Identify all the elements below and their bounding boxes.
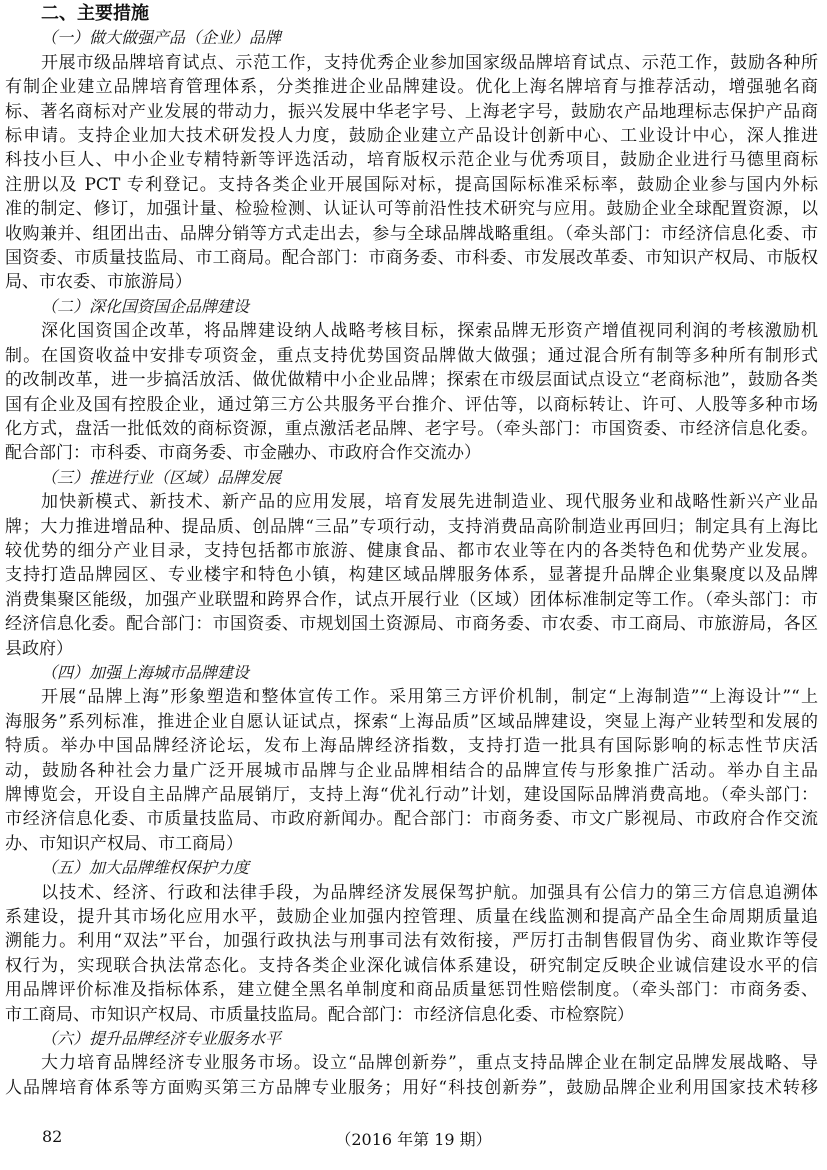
paragraph-line: 溯能力。利用“双法”平台，加强行政执法与刑事司法有效衔接，严厉打击制售假冒伪劣、商业欺诈等侵 bbox=[5, 931, 818, 952]
paragraph-line: 局、市农委、市旅游局） bbox=[5, 272, 192, 293]
paragraph-line: 特质。举办中国品牌经济论坛，发布上海品牌经济指数，支持打造一批具有国际影响的标志性节庆活 bbox=[5, 736, 818, 757]
paragraph-line: 科技小巨人、中小企业专精特新等评选活动，培育版权示范企业与优秀项目，鼓励企业进行马德里商标 bbox=[5, 150, 818, 171]
paragraph-line: 标申请。支持企业加大技术研发投人力度，鼓励企业建立产品设计创新中心、工业设计中心，深人推进 bbox=[5, 126, 818, 147]
paragraph-line: 有制企业建立品牌培育管理体系，分类推进企业品牌建设。优化上海名牌培育与推荐活动，增强驰名商 bbox=[5, 77, 818, 98]
subsection-title: （三）推进行业（区域）品牌发展 bbox=[41, 467, 282, 487]
page-number: 82 bbox=[42, 1127, 63, 1146]
subsection-title: （五）加大品牌维权保护力度 bbox=[41, 858, 250, 878]
paragraph-line: 办、市知识产权局、市工商局） bbox=[5, 833, 243, 854]
subsection-title: （一）做大做强产品（企业）品牌 bbox=[41, 28, 282, 48]
paragraph-line: 牌博览会，开设自主品牌产品展销厅，支持上海“优礼行动”计划，建设国际品牌消费高地。（牵头部门： bbox=[5, 785, 818, 805]
paragraph-line: 开展市级品牌培育试点、示范工作，支持优秀企业参加国家级品牌培育试点、示范工作，鼓励各种所 bbox=[41, 52, 818, 73]
paragraph-line: 开展“品牌上海”形象塑造和整体宣传工作。采用第三方评价机制，制定“上海制造”“上海设计”“上 bbox=[41, 687, 818, 708]
paragraph-line: 牌；大力推进增品种、提品质、创品牌“三品”专项行动，支持消费品高阶制造业再回归；制定具有上海比 bbox=[5, 516, 818, 537]
subsection-title: （六）提升品牌经济专业服务水平 bbox=[41, 1029, 282, 1049]
subsection-title: （四）加强上海城市品牌建设 bbox=[41, 662, 250, 682]
paragraph-line: 经济信息化委。配合部门：市国资委、市规划国土资源局、市商务委、市农委、市工商局、市旅游局，各区 bbox=[5, 614, 818, 635]
paragraph-line: 权行为，实现联合执法常态化。支持各类企业深化诚信体系建设，研究制定反映企业诚信建设水平的信 bbox=[5, 955, 818, 976]
paragraph-line: 大力培育品牌经济专业服务市场。设立“品牌创新券”，重点支持品牌企业在制定品牌发展战略、导 bbox=[41, 1053, 818, 1074]
paragraph-line: 加快新模式、新技术、新产品的应用发展，培育发展先进制造业、现代服务业和战略性新兴产业品 bbox=[41, 492, 818, 513]
paragraph-line: 收购兼并、组团出击、品牌分销等方式走出去，参与全球品牌战略重组。（牵头部门：市经济信息化委、市 bbox=[5, 223, 818, 244]
issue-label: （2016 年第 19 期） bbox=[335, 1130, 492, 1149]
paragraph-line: 配合部门：市科委、市商务委、市金融办、市政府合作交流办） bbox=[5, 443, 481, 464]
paragraph-line: 县政府） bbox=[5, 638, 73, 659]
paragraph-line: 较优势的细分产业目录，支持包括都市旅游、健康食品、都市农业等在内的各类特色和优势产业发展。 bbox=[5, 540, 818, 561]
paragraph-line: 消费集聚区能级，加强产业联盟和跨界合作，试点开展行业（区域）团体标准制定等工作。（牵头部门：市 bbox=[5, 589, 818, 610]
document-body bbox=[5, 2, 818, 1100]
subsection-title: （二）深化国资国企品牌建设 bbox=[41, 296, 250, 316]
section-heading: 二、主要措施 bbox=[41, 3, 149, 24]
paragraph-line: 人品牌培育体系等方面购买第三方品牌专业服务；用好“科技创新券”，鼓励品牌企业利用国家技术转移 bbox=[5, 1077, 818, 1098]
paragraph-line: 动，鼓励各种社会力量广泛开展城市品牌与企业品牌相结合的品牌宣传与形象推广活动。举办自主品 bbox=[5, 760, 818, 781]
paragraph-line: 市工商局、市知识产权局、市质量技监局。配合部门：市经济信息化委、市检察院） bbox=[5, 1004, 634, 1025]
paragraph-line: 化方式，盘活一批低效的商标资源，重点激活老品牌、老字号。（牵头部门：市国资委、市经济信息化委。 bbox=[5, 418, 818, 439]
paragraph-line: 标、著名商标对产业发展的带动力，振兴发展中华老字号、上海老字号，鼓励农产品地理标志保护产品商 bbox=[5, 101, 818, 122]
paragraph-line: 深化国资国企改革，将品牌建设纳人战略考核目标，探索品牌无形资产增值视同利润的考核激励机 bbox=[41, 321, 818, 342]
paragraph-line: 以技术、经济、行政和法律手段，为品牌经济发展保驾护航。加强具有公信力的第三方信息追溯体 bbox=[41, 882, 818, 903]
paragraph-line: 系建设，提升其市场化应用水平，鼓励企业加强内控管理、质量在线监测和提高产品全生命周期质量追 bbox=[5, 907, 818, 928]
paragraph-line: 国有企业及国有控股企业，通过第三方公共服务平台推介、评估等，以商标转让、许可、人股等多种市场 bbox=[5, 394, 818, 415]
paragraph-line: 用品牌评价标准及指标体系，建立健全黑名单制度和商品质量惩罚性赔偿制度。（牵头部门：市商务委、 bbox=[5, 980, 818, 1001]
paragraph-line: 支持打造品牌园区、专业楼宇和特色小镇，构建区域品牌服务体系，显著提升品牌企业集聚度以及品牌 bbox=[5, 565, 818, 586]
paragraph-line: 市经济信息化委、市质量技监局、市政府新闻办。配合部门：市商务委、市文广影视局、市政府合作交流 bbox=[5, 809, 818, 830]
paragraph-line: 的改制改革，进一步搞活放活、做优做精中小企业品牌；探索在市级层面试点设立“老商标池”，鼓励各类 bbox=[5, 370, 818, 391]
paragraph-line: 国资委、市质量技监局、市工商局。配合部门：市商务委、市科委、市发展改革委、市知识产权局、市版权 bbox=[5, 248, 818, 269]
paragraph-line: 制。在国资收益中安排专项资金，重点支持优势国资品牌做大做强；通过混合所有制等多种所有制形式 bbox=[5, 345, 818, 366]
paragraph-line: 注册以及 PCT 专利登记。支持各类企业开展国际对标，提高国际标准采标率，鼓励企业参与国内外标 bbox=[5, 174, 818, 195]
paragraph-line: 准的制定、修订，加强计量、检验检测、认证认可等前沿性技术研究与应用。鼓励企业全球配置资源，以 bbox=[5, 199, 818, 220]
paragraph-line: 海服务”系列标准，推进企业自愿认证试点，探索“上海品质”区域品牌建设，突显上海产业转型和发展的 bbox=[5, 711, 818, 732]
